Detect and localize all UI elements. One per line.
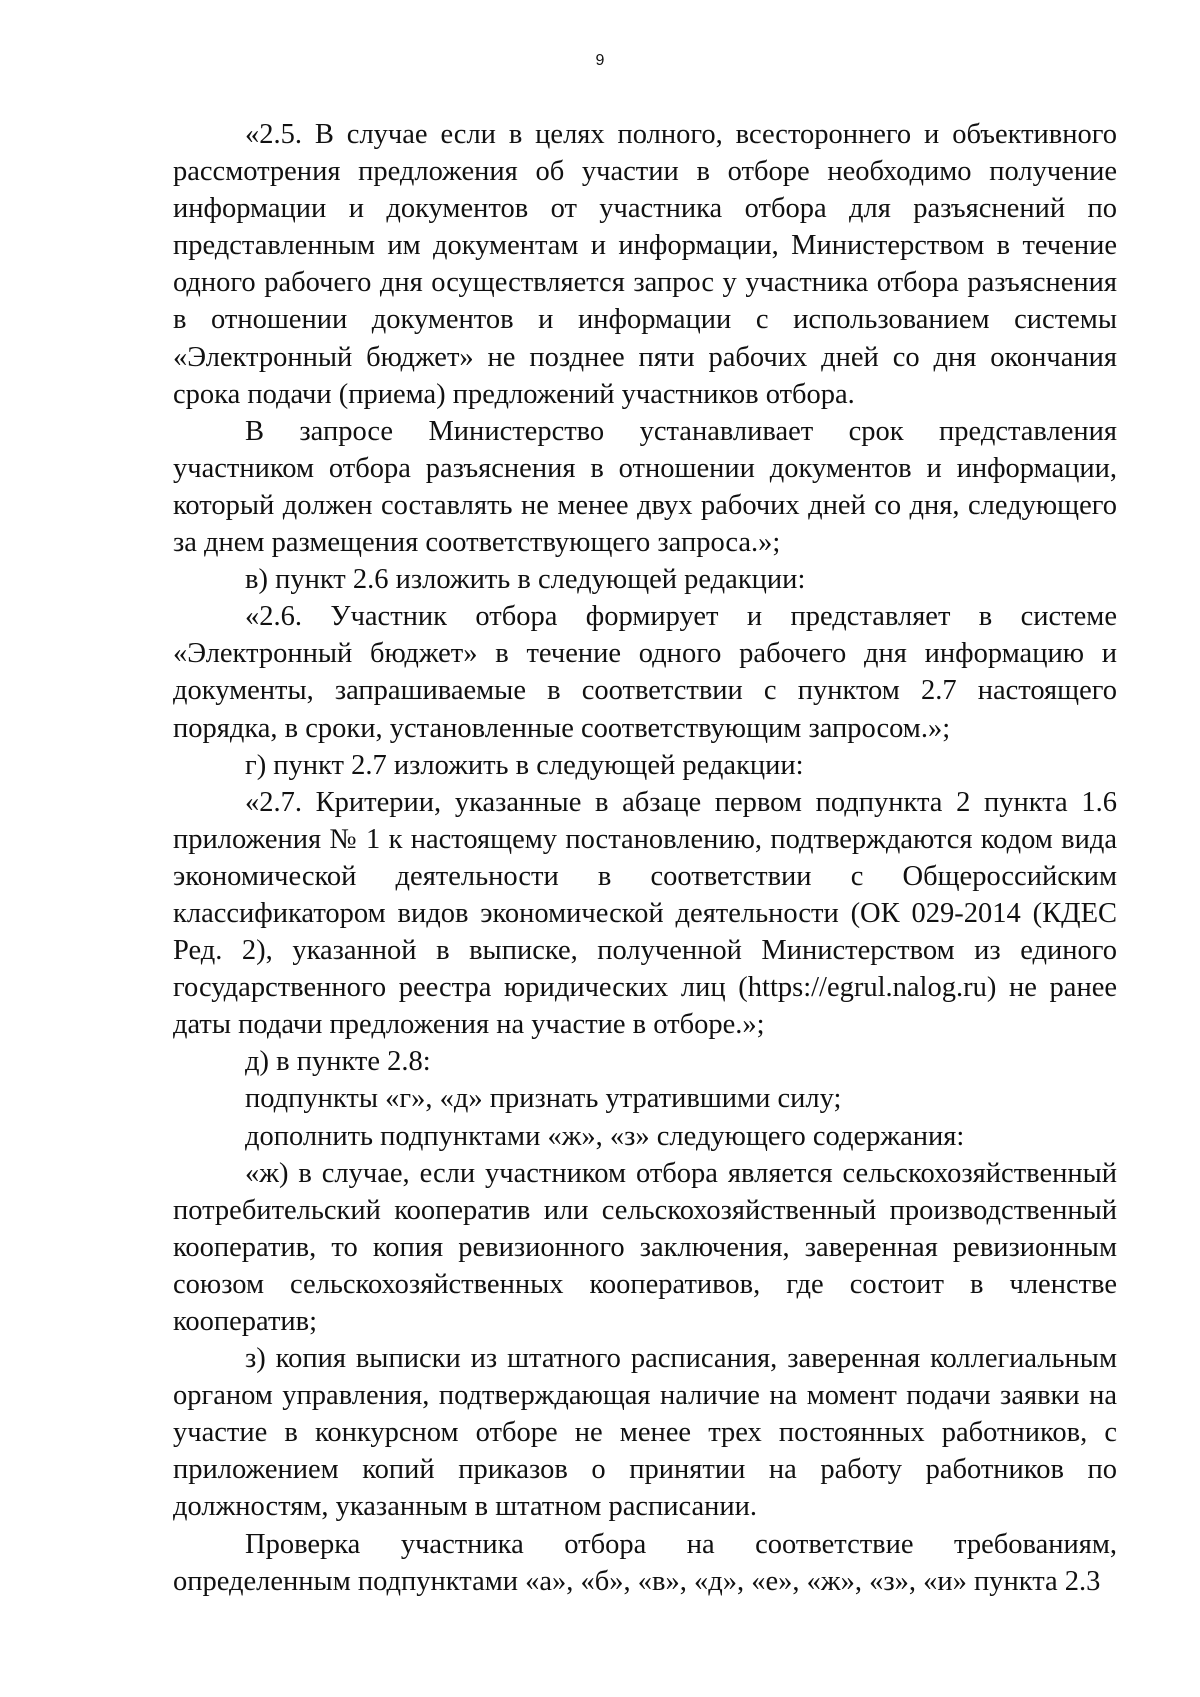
paragraph-verification: Проверка участника отбора на соответствие требованиям, определенным подпунктами «а», «б», «в», «д», «е», «ж», «з», «и» пункта 2.3 — [173, 1528, 1117, 1597]
paragraph-subitem-zh: «ж) в случае, если участником отбора является сельскохозяйственный потребительский кооператив или сельскохозяйственный производственный кооператив, то копия ревизионного заключения, заверенная ревизионным союзом сельскохозяйственных кооперативов, где состоит в членстве кооператив; — [173, 1157, 1117, 1337]
paragraph-2-5: «2.5. В случае если в целях полного, всестороннего и объективного рассмотрения предложения об участии в отборе необходимо получение информации и документов от участника отбора для разъяснений по представленным им документам и информации, Министерством в течение одного рабочего дня осуществляется запрос у участника отбора разъяснения в отношении документов и информации с использованием системы «Электронный бюджет» не позднее пяти рабочих дней со дня окончания срока подачи (приема) предложений участников отбора. — [173, 119, 1117, 410]
paragraph-add-subitems: дополнить подпунктами «ж», «з» следующего содержания: — [245, 1120, 965, 1152]
paragraph-repeal-subitems: подпункты «г», «д» признать утратившими силу; — [245, 1083, 842, 1115]
paragraph-item-g: г) пункт 2.7 изложить в следующей редакции: — [245, 749, 804, 781]
paragraph-2-7: «2.7. Критерии, указанные в абзаце первом подпункта 2 пункта 1.6 приложения № 1 к настоящему постановлению, подтверждаются кодом вида экономической деятельности в соответствии с Общероссийским классификатором видов экономической деятельности (ОК 029-2014 (КДЕС Ред. 2), указанной в выписке, полученной Министерством из единого государственного реестра юридических лиц (https://egrul.nalog.ru) не ранее даты подачи предложения на участие в отборе.»; — [173, 786, 1117, 1041]
paragraph-item-v: в) пункт 2.6 изложить в следующей редакции: — [245, 564, 806, 596]
paragraph-item-d: д) в пункте 2.8: — [245, 1046, 431, 1078]
paragraph-request-deadline: В запросе Министерство устанавливает срок представления участником отбора разъяснения в отношении документов и информации, который должен составлять не менее двух рабочих дней со дня, следующего за днем размещения соответствующего запроса.»; — [173, 415, 1117, 559]
paragraph-subitem-z: з) копия выписки из штатного расписания, заверенная коллегиальным органом управления, подтверждающая наличие на момент подачи заявки на участие в конкурсном отборе не менее трех постоянных работников, с приложением копий приказов о принятии на работу работников по должностям, указанным в штатном расписании. — [173, 1343, 1117, 1523]
paragraph-2-6: «2.6. Участник отбора формирует и представляет в системе «Электронный бюджет» в течение одного рабочего дня информацию и документы, запрашиваемые в соответствии с пунктом 2.7 настоящего порядка, в сроки, установленные соответствующим запросом.»; — [173, 601, 1117, 744]
document-body — [173, 116, 1117, 1600]
page-number: 9 — [595, 52, 605, 69]
